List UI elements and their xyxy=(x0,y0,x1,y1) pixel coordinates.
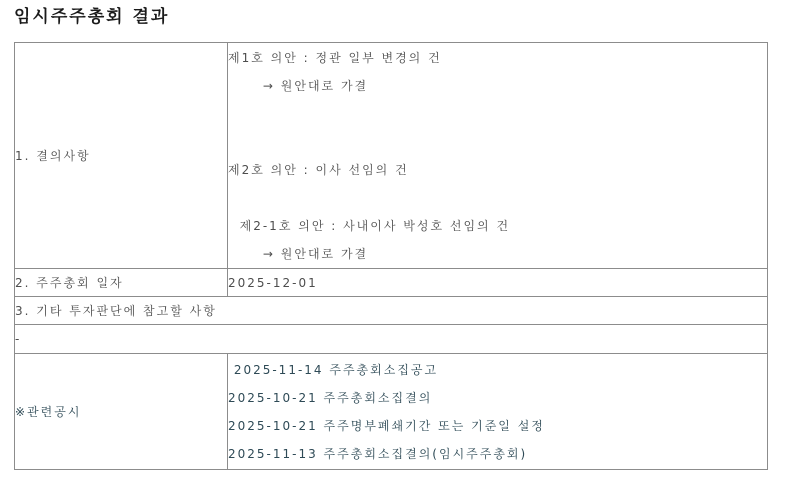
resolutions-label: 1. 결의사항 xyxy=(15,43,228,269)
other-notes-value-row xyxy=(15,325,768,354)
resolution-line-agenda1: 제1호 의안 : 정관 일부 변경의 건 xyxy=(228,50,442,65)
page-title: 임시주주총회 결과 xyxy=(14,7,170,27)
related-disclosures-label: ※관련공시 xyxy=(15,354,228,470)
resolution-line-blank xyxy=(228,184,767,212)
resolutions-row xyxy=(15,43,768,269)
disclosure-line: 2025-11-13 주주총회소집결의(임시주주총회) xyxy=(228,447,528,461)
resolution-line-blank xyxy=(228,100,767,128)
resolution-line-agenda2-1: 제2-1호 의안 : 사내이사 박성호 선임의 건 xyxy=(228,218,511,233)
meeting-date-value: 2025-12-01 xyxy=(228,269,768,297)
resolutions-content xyxy=(228,43,768,269)
related-disclosures-content xyxy=(228,354,768,470)
other-notes-label: 3. 기타 투자판단에 참고할 사항 xyxy=(15,297,768,325)
resolution-line-agenda1-result: → 원안대로 가결 xyxy=(228,78,369,93)
meeting-result-table xyxy=(14,42,768,470)
resolution-line-agenda2-1-result: → 원안대로 가결 xyxy=(228,246,369,261)
resolution-line-agenda2: 제2호 의안 : 이사 선임의 건 xyxy=(228,162,409,177)
other-notes-row xyxy=(15,297,768,325)
other-notes-value: - xyxy=(15,325,768,354)
meeting-date-label: 2. 주주총회 일자 xyxy=(15,269,228,297)
related-disclosures-row xyxy=(15,354,768,470)
disclosure-line: 2025-10-21 주주명부폐쇄기간 또는 기준일 설정 xyxy=(228,419,545,433)
meeting-date-row xyxy=(15,269,768,297)
resolution-line-blank xyxy=(228,128,767,156)
disclosure-line: 2025-11-14 주주총회소집공고 xyxy=(228,363,439,377)
disclosure-line: 2025-10-21 주주총회소집결의 xyxy=(228,391,433,405)
